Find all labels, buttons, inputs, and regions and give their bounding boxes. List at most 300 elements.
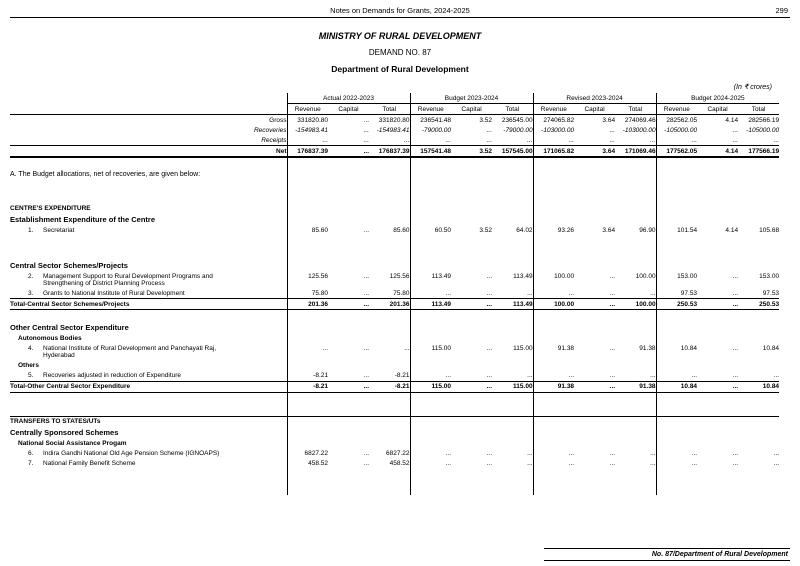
item-number: 6. — [28, 450, 34, 457]
value-cell — [615, 213, 656, 225]
value-cell: ... — [410, 449, 451, 459]
value-cell: 125.56 — [389, 272, 410, 280]
value-cell: 458.52 — [389, 460, 410, 467]
value-cell — [574, 169, 615, 179]
table-row-item — [10, 225, 779, 235]
value-cell — [656, 169, 697, 179]
document-header — [10, 6, 790, 18]
value-cell — [697, 334, 738, 344]
value-cell — [738, 259, 779, 271]
value-cell: 91.38 — [615, 381, 656, 392]
value-cell — [287, 213, 328, 225]
value-cell — [697, 427, 738, 439]
value-cell — [697, 469, 738, 495]
table-row-item — [10, 271, 779, 288]
row-label — [10, 392, 287, 404]
sub-column-header-row — [10, 104, 779, 115]
value-cell: ... — [732, 460, 739, 467]
value-cell — [451, 310, 492, 322]
value-cell — [492, 469, 533, 495]
value-cell: ... — [650, 460, 656, 467]
value-cell — [738, 179, 779, 191]
value-cell — [328, 404, 369, 416]
item-number: 1. — [28, 226, 34, 234]
value-cell: ... — [574, 299, 615, 310]
row-label — [10, 371, 287, 382]
value-cell: ... — [404, 136, 410, 144]
value-cell — [533, 191, 574, 203]
value-cell: ... — [363, 460, 369, 467]
value-cell — [287, 310, 328, 322]
document-footer: No. 87/Department of Rural Development — [544, 548, 790, 561]
value-cell — [410, 416, 451, 427]
value-cell — [328, 392, 369, 404]
value-cell — [410, 439, 451, 449]
value-cell: 75.80 — [287, 288, 328, 299]
value-cell: ... — [363, 289, 369, 297]
sub-column-header: Capital — [451, 104, 492, 115]
value-cell — [656, 439, 697, 449]
table-row-item — [10, 344, 779, 361]
value-cell — [697, 310, 738, 322]
value-cell — [328, 235, 369, 247]
value-cell — [369, 310, 410, 322]
value-cell — [410, 404, 451, 416]
value-cell — [492, 259, 533, 271]
value-cell: 331820.80 — [378, 116, 410, 124]
value-cell: ... — [609, 460, 616, 467]
value-cell: 85.60 — [393, 226, 410, 234]
row-label: CENTRE'S EXPENDITURE — [10, 204, 91, 212]
value-cell — [738, 191, 779, 203]
value-cell: -103000.00 — [622, 126, 656, 134]
department-title: Department of Rural Development — [331, 64, 469, 74]
value-cell — [574, 392, 615, 404]
value-cell — [615, 416, 656, 427]
value-cell — [738, 235, 779, 247]
value-cell — [328, 427, 369, 439]
value-cell: 60.50 — [410, 225, 451, 235]
value-cell — [615, 235, 656, 247]
value-cell — [533, 157, 574, 169]
ministry-title: MINISTRY OF RURAL DEVELOPMENT — [318, 31, 482, 41]
value-cell: ... — [363, 136, 369, 144]
value-cell — [574, 361, 615, 371]
sub-column-header: Capital — [574, 104, 615, 115]
table-row-blank — [10, 179, 779, 191]
table-row-subheading — [10, 334, 779, 344]
value-cell: ... — [527, 289, 533, 297]
value-cell — [656, 259, 697, 271]
value-cell — [697, 416, 738, 427]
budget-table — [10, 93, 779, 495]
sub-column-header: Revenue — [287, 104, 328, 115]
value-cell — [369, 427, 410, 439]
value-cell: 274069.46 — [624, 116, 656, 124]
value-cell — [697, 322, 738, 334]
value-cell: ... — [410, 288, 451, 299]
row-label — [10, 288, 287, 299]
value-cell: ... — [363, 116, 369, 124]
value-cell — [492, 213, 533, 225]
value-cell: ... — [410, 459, 451, 469]
sub-column-header: Revenue — [656, 104, 697, 115]
value-cell: ... — [533, 288, 574, 299]
value-cell: 282562.05 — [656, 115, 697, 126]
value-cell: ... — [527, 136, 533, 144]
value-cell: 96.90 — [639, 226, 656, 234]
value-cell: ... — [732, 272, 739, 280]
value-cell — [738, 469, 779, 495]
value-cell: 97.53 — [762, 289, 780, 297]
value-cell: ... — [451, 299, 492, 310]
value-cell — [656, 235, 697, 247]
value-cell — [369, 259, 410, 271]
row-label — [10, 459, 287, 469]
value-cell: ... — [451, 381, 492, 392]
row-label: Other Central Sector Expenditure — [10, 323, 129, 332]
value-cell: 274065.82 — [533, 115, 574, 126]
value-cell — [656, 416, 697, 427]
value-cell — [410, 235, 451, 247]
value-cell: 282566.19 — [748, 116, 780, 124]
value-cell — [533, 259, 574, 271]
column-group-header: Budget 2023-2024 — [410, 93, 533, 104]
sub-column-header: Capital — [697, 104, 738, 115]
value-cell: 6827.22 — [287, 449, 328, 459]
value-cell — [492, 334, 533, 344]
value-cell — [533, 469, 574, 495]
value-cell — [410, 469, 451, 495]
value-cell: ... — [363, 450, 369, 457]
value-cell: 125.56 — [287, 271, 328, 288]
table-row-heading — [10, 322, 779, 334]
value-cell: ... — [486, 460, 493, 467]
value-cell — [451, 322, 492, 334]
row-label — [10, 271, 287, 288]
value-cell — [574, 334, 615, 344]
value-cell — [410, 203, 451, 213]
value-cell — [492, 361, 533, 371]
row-label — [10, 449, 287, 459]
sub-column-header: Capital — [328, 104, 369, 115]
value-cell — [574, 235, 615, 247]
value-cell — [410, 361, 451, 371]
value-cell — [738, 392, 779, 404]
value-cell — [492, 247, 533, 259]
value-cell: ... — [287, 344, 328, 361]
value-cell — [410, 310, 451, 322]
column-group-header: Revised 2023-2024 — [533, 93, 656, 104]
value-cell: 93.26 — [533, 225, 574, 235]
sub-column-header: Revenue — [410, 104, 451, 115]
budget-table-body — [10, 115, 779, 495]
value-cell — [656, 247, 697, 259]
column-group-header: Actual 2022-2023 — [287, 93, 410, 104]
value-cell: ... — [527, 450, 533, 457]
value-cell — [615, 191, 656, 203]
value-cell: 85.60 — [287, 225, 328, 235]
item-label: National Family Benefit Scheme — [43, 460, 136, 467]
value-cell — [574, 416, 615, 427]
value-cell — [738, 334, 779, 344]
value-cell: ... — [574, 381, 615, 392]
value-cell: ... — [773, 450, 780, 457]
sub-column-header: Total — [492, 104, 533, 115]
value-cell — [533, 179, 574, 191]
value-cell — [738, 203, 779, 213]
value-cell: 171065.82 — [533, 146, 574, 158]
value-cell — [328, 361, 369, 371]
summary-row-receipts — [10, 135, 779, 146]
value-cell — [287, 392, 328, 404]
value-cell: 157545.00 — [492, 146, 533, 158]
value-cell — [328, 191, 369, 203]
value-cell: ... — [486, 126, 493, 134]
value-cell — [492, 203, 533, 213]
value-cell — [574, 469, 615, 495]
value-cell: ... — [609, 450, 616, 457]
sub-column-header: Total — [615, 104, 656, 115]
value-cell: 115.00 — [513, 345, 533, 352]
value-cell: 101.54 — [656, 225, 697, 235]
value-cell — [533, 310, 574, 322]
value-cell — [410, 157, 451, 169]
value-cell: ... — [328, 381, 369, 392]
value-cell — [369, 179, 410, 191]
value-cell — [697, 179, 738, 191]
page-number: 299 — [775, 6, 788, 15]
value-cell — [328, 416, 369, 427]
value-cell: ... — [363, 226, 369, 234]
value-cell — [451, 213, 492, 225]
value-cell — [533, 404, 574, 416]
value-cell: ... — [363, 372, 369, 379]
value-cell: ... — [527, 372, 533, 379]
value-cell: ... — [732, 372, 739, 379]
value-cell — [328, 203, 369, 213]
value-cell — [738, 157, 779, 169]
value-cell — [656, 310, 697, 322]
column-group-header-row — [10, 93, 779, 104]
value-cell — [533, 169, 574, 179]
value-cell — [533, 322, 574, 334]
value-cell — [451, 235, 492, 247]
value-cell — [574, 439, 615, 449]
value-cell — [615, 169, 656, 179]
value-cell: 250.53 — [656, 299, 697, 310]
table-row-section — [10, 203, 779, 213]
value-cell — [574, 247, 615, 259]
value-cell — [328, 322, 369, 334]
value-cell — [410, 334, 451, 344]
value-cell: -8.21 — [369, 381, 410, 392]
value-cell: 105.68 — [759, 226, 780, 234]
value-cell — [492, 439, 533, 449]
value-cell: ... — [609, 372, 616, 379]
value-cell — [615, 203, 656, 213]
value-cell — [574, 191, 615, 203]
value-cell — [369, 169, 410, 179]
row-label — [10, 469, 287, 495]
value-cell — [574, 213, 615, 225]
value-cell — [533, 247, 574, 259]
corner-cell — [10, 104, 287, 115]
value-cell — [369, 322, 410, 334]
value-cell: 3.52 — [479, 116, 493, 124]
value-cell: ... — [533, 135, 574, 146]
value-cell — [533, 203, 574, 213]
value-cell — [615, 247, 656, 259]
summary-row-gross — [10, 115, 779, 126]
value-cell — [451, 427, 492, 439]
table-row-section — [10, 416, 779, 427]
table-row-item — [10, 288, 779, 299]
value-cell: ... — [773, 372, 780, 379]
value-cell: ... — [609, 126, 616, 134]
value-cell — [451, 203, 492, 213]
value-cell — [492, 322, 533, 334]
item-number: 4. — [28, 345, 34, 352]
value-cell: 113.49 — [410, 271, 451, 288]
value-cell — [287, 439, 328, 449]
row-label: Total-Other Central Sector Expenditure — [10, 381, 287, 392]
sub-column-header: Total — [369, 104, 410, 115]
value-cell: 153.00 — [759, 272, 780, 280]
value-cell — [697, 169, 738, 179]
value-cell — [369, 157, 410, 169]
value-cell — [656, 213, 697, 225]
value-cell — [656, 404, 697, 416]
value-cell: ... — [773, 460, 780, 467]
value-cell — [451, 191, 492, 203]
summary-row-net — [10, 146, 779, 158]
value-cell: 331820.80 — [287, 115, 328, 126]
value-cell: -8.21 — [394, 372, 410, 379]
row-label — [10, 179, 287, 191]
table-row-heading — [10, 213, 779, 225]
value-cell — [451, 247, 492, 259]
value-cell — [492, 392, 533, 404]
value-cell: 250.53 — [738, 299, 779, 310]
value-cell — [328, 310, 369, 322]
value-cell — [697, 157, 738, 169]
value-cell — [369, 247, 410, 259]
row-label — [10, 157, 287, 169]
value-cell: ... — [486, 136, 493, 144]
value-cell: ... — [533, 371, 574, 382]
value-cell — [533, 235, 574, 247]
value-cell — [697, 439, 738, 449]
value-cell — [287, 322, 328, 334]
value-cell: ... — [697, 299, 738, 310]
value-cell — [369, 439, 410, 449]
value-cell — [451, 157, 492, 169]
row-label: Gross — [269, 116, 287, 124]
value-cell: ... — [650, 289, 656, 297]
value-cell: 4.14 — [725, 116, 739, 124]
value-cell — [738, 322, 779, 334]
value-cell: ... — [363, 345, 369, 352]
value-cell — [287, 247, 328, 259]
value-cell: 91.38 — [533, 381, 574, 392]
value-cell — [738, 213, 779, 225]
value-cell: ... — [650, 372, 656, 379]
value-cell — [574, 404, 615, 416]
value-cell — [615, 334, 656, 344]
value-cell — [656, 361, 697, 371]
value-cell — [697, 213, 738, 225]
value-cell — [574, 310, 615, 322]
units-note: (In ₹ crores) — [733, 84, 772, 91]
value-cell — [328, 439, 369, 449]
value-cell — [738, 404, 779, 416]
value-cell — [697, 259, 738, 271]
value-cell — [328, 169, 369, 179]
header-title: Notes on Demands for Grants, 2024-2025 — [330, 6, 470, 15]
value-cell: 157541.48 — [410, 146, 451, 158]
value-cell — [574, 157, 615, 169]
item-label: Grants to National Institute of Rural Development — [43, 289, 185, 297]
table-row-blank — [10, 404, 779, 416]
value-cell — [287, 334, 328, 344]
item-label: National Institute of Rural Development and Panchayati Raj, Hyderabad — [43, 345, 217, 359]
value-cell: 236541.48 — [410, 115, 451, 126]
value-cell — [492, 235, 533, 247]
row-label — [10, 191, 287, 203]
value-cell — [369, 191, 410, 203]
table-row-subheading — [10, 361, 779, 371]
value-cell: -79000.00 — [410, 125, 451, 135]
table-row-subheading — [10, 439, 779, 449]
value-cell: 10.84 — [738, 381, 779, 392]
value-cell — [451, 416, 492, 427]
value-cell: ... — [609, 272, 616, 280]
value-cell: ... — [486, 272, 493, 280]
demand-number: DEMAND NO. 87 — [368, 48, 432, 57]
value-cell — [615, 392, 656, 404]
value-cell: ... — [656, 449, 697, 459]
row-label: Others — [18, 362, 39, 369]
value-cell — [451, 439, 492, 449]
table-row-blank — [10, 310, 779, 322]
value-cell — [615, 259, 656, 271]
value-cell — [287, 259, 328, 271]
value-cell: 113.49 — [492, 299, 533, 310]
value-cell: 6827.22 — [386, 450, 410, 457]
value-cell: 3.64 — [574, 146, 615, 158]
table-row-blank — [10, 392, 779, 404]
value-cell — [410, 179, 451, 191]
value-cell — [410, 191, 451, 203]
value-cell: 113.49 — [513, 272, 533, 280]
item-label: Indira Gandhi National Old Age Pension Scheme (IGNOAPS) — [43, 450, 220, 457]
value-cell — [656, 322, 697, 334]
value-cell: 115.00 — [492, 381, 533, 392]
value-cell — [328, 157, 369, 169]
sub-column-header: Revenue — [533, 104, 574, 115]
value-cell: 75.80 — [393, 289, 410, 297]
value-cell — [369, 469, 410, 495]
value-cell — [738, 310, 779, 322]
value-cell: ... — [328, 299, 369, 310]
value-cell: 176837.39 — [287, 146, 328, 158]
value-cell — [656, 191, 697, 203]
value-cell — [492, 157, 533, 169]
item-label: Secretariat — [43, 226, 75, 234]
value-cell: 91.38 — [533, 344, 574, 361]
item-label: Recoveries adjusted in reduction of Expenditure — [43, 372, 182, 379]
